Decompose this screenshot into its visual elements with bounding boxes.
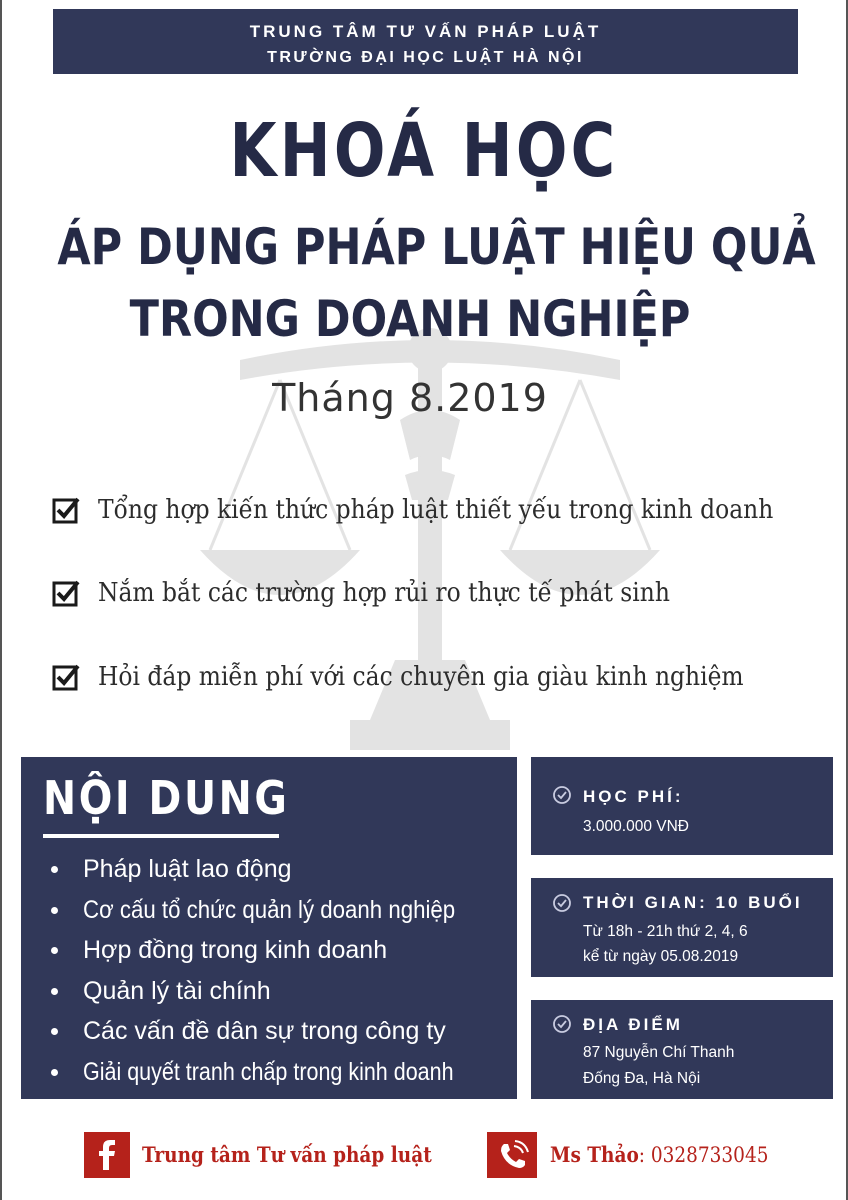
checkbox-icon (52, 579, 80, 607)
course-date: Tháng 8.2019 (272, 376, 548, 420)
bullet-dot (51, 866, 58, 873)
header-line-1: TRUNG TÂM TƯ VẤN PHÁP LUẬT (249, 22, 602, 41)
bullet-dot (51, 1028, 58, 1035)
phone-glyph (487, 1132, 537, 1178)
facebook-page-link[interactable]: Trung tâm Tư vấn pháp luật (142, 1142, 432, 1167)
location-line-1: 87 Nguyễn Chí Thanh (583, 1044, 735, 1061)
benefit-text: Hỏi đáp miễn phí với các chuyên gia giàu kinh nghiệm (98, 662, 744, 692)
contact-info (550, 1142, 768, 1167)
course-subtitle-line-2: TRONG DOANH NGHIỆP (129, 290, 691, 348)
schedule-label: THỜI GIAN: 10 BUỔI (583, 893, 803, 912)
content-heading-underline (43, 834, 279, 838)
schedule-line-2: kể từ ngày 05.08.2019 (583, 948, 739, 965)
location-panel (531, 1000, 833, 1099)
phone-icon (487, 1132, 537, 1178)
bullet-dot (51, 907, 58, 914)
fee-label: HỌC PHÍ: (583, 787, 684, 806)
benefit-item (52, 490, 848, 530)
benefit-text: Nắm bắt các trường hợp rủi ro thực tế phát sinh (98, 578, 670, 608)
contact-phone[interactable]: : 0328733045 (638, 1143, 769, 1167)
contact-name: Ms Thảo (550, 1142, 639, 1167)
course-subtitle-line-1: ÁP DỤNG PHÁP LUẬT HIỆU QUẢ (57, 218, 816, 276)
page-border-left (0, 0, 2, 1200)
schedule-panel (531, 878, 833, 977)
course-title: KHOÁ HỌC (229, 108, 619, 194)
header-banner (53, 9, 798, 74)
benefit-item (52, 573, 733, 613)
check-circle-icon (552, 785, 572, 805)
bullet-dot (51, 1069, 58, 1076)
schedule-line-1: Từ 18h - 21h thứ 2, 4, 6 (583, 923, 748, 940)
facebook-glyph (84, 1132, 130, 1178)
fee-panel (531, 757, 833, 855)
check-circle-icon (552, 1014, 572, 1034)
bullet-dot (51, 947, 58, 954)
bullet-dot (51, 988, 58, 995)
fee-value: 3.000.000 VNĐ (583, 818, 689, 835)
content-heading: NỘI DUNG (43, 771, 290, 825)
checkbox-icon (52, 496, 80, 524)
benefit-item (52, 657, 815, 697)
checkbox-icon (52, 663, 80, 691)
header-line-2: TRƯỜNG ĐẠI HỌC LUẬT HÀ NỘI (267, 49, 584, 66)
content-panel: NỘI DUNG Pháp luật lao động Cơ cấu tổ chức quản lý doanh nghiệp Hợp đồng trong kinh doanh Quản lý tài chính Các vấn đề dân sự trong công ty Giải quyết tranh chấp trong kinh doanh (21, 757, 517, 1099)
location-line-2: Đống Đa, Hà Nội (583, 1070, 701, 1087)
facebook-icon[interactable] (84, 1132, 130, 1178)
location-label: ĐỊA ĐIỂM (583, 1015, 683, 1034)
benefit-text: Tổng hợp kiến thức pháp luật thiết yếu trong kinh doanh (98, 495, 774, 525)
check-circle-icon (552, 893, 572, 913)
